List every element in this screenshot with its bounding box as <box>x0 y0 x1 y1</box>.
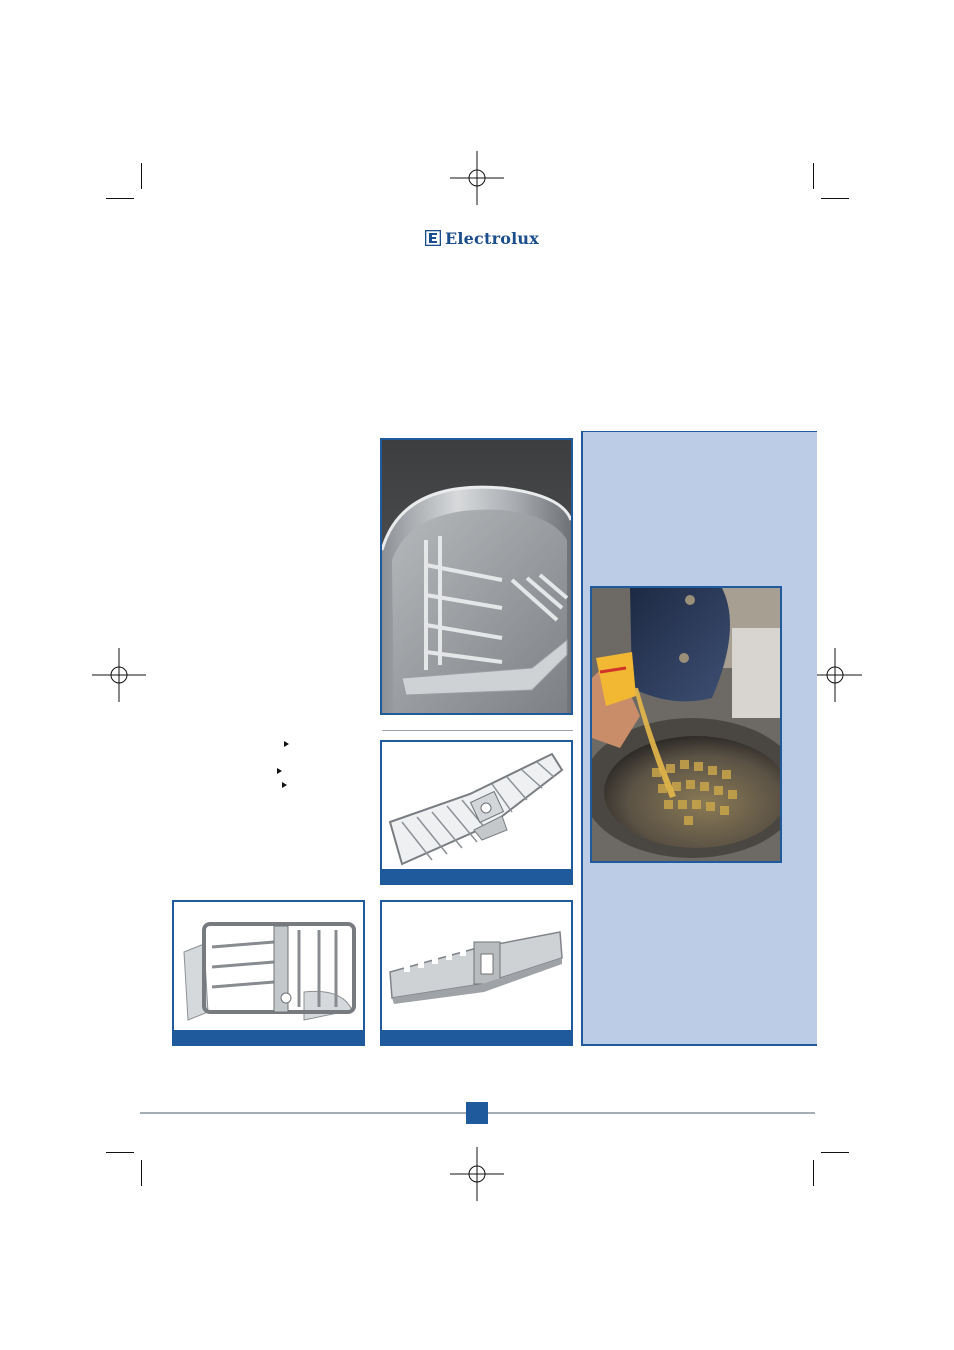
crop-mark <box>141 163 142 189</box>
crop-mark <box>821 1152 849 1153</box>
electrolux-e-icon <box>425 230 441 246</box>
bullet-arrow-icon <box>282 782 287 788</box>
registration-mark-icon <box>450 151 504 205</box>
caption-bar <box>174 1030 363 1044</box>
brand-logo <box>425 228 539 248</box>
caption-bar <box>382 869 571 883</box>
registration-mark-icon <box>92 648 146 702</box>
registration-mark-icon <box>450 1147 504 1201</box>
pouring-food-photo <box>590 586 782 863</box>
caption-bar <box>382 1030 571 1044</box>
bullet-arrow-icon <box>284 741 289 747</box>
bullet-arrow-icon <box>277 768 282 774</box>
crop-mark <box>106 1152 134 1153</box>
crop-mark <box>141 1160 142 1186</box>
crop-mark <box>813 1160 814 1186</box>
crop-mark <box>106 198 134 199</box>
crop-mark <box>813 163 814 189</box>
grid-paddle-photo <box>380 740 573 885</box>
page-number-box <box>466 1102 488 1124</box>
brand-name: Electrolux <box>445 228 539 248</box>
bowl-paddle-photo <box>380 438 573 715</box>
frame-paddle-photo <box>172 900 365 1046</box>
rake-paddle-photo <box>380 900 573 1046</box>
crop-mark <box>821 198 849 199</box>
image-divider <box>382 730 573 731</box>
